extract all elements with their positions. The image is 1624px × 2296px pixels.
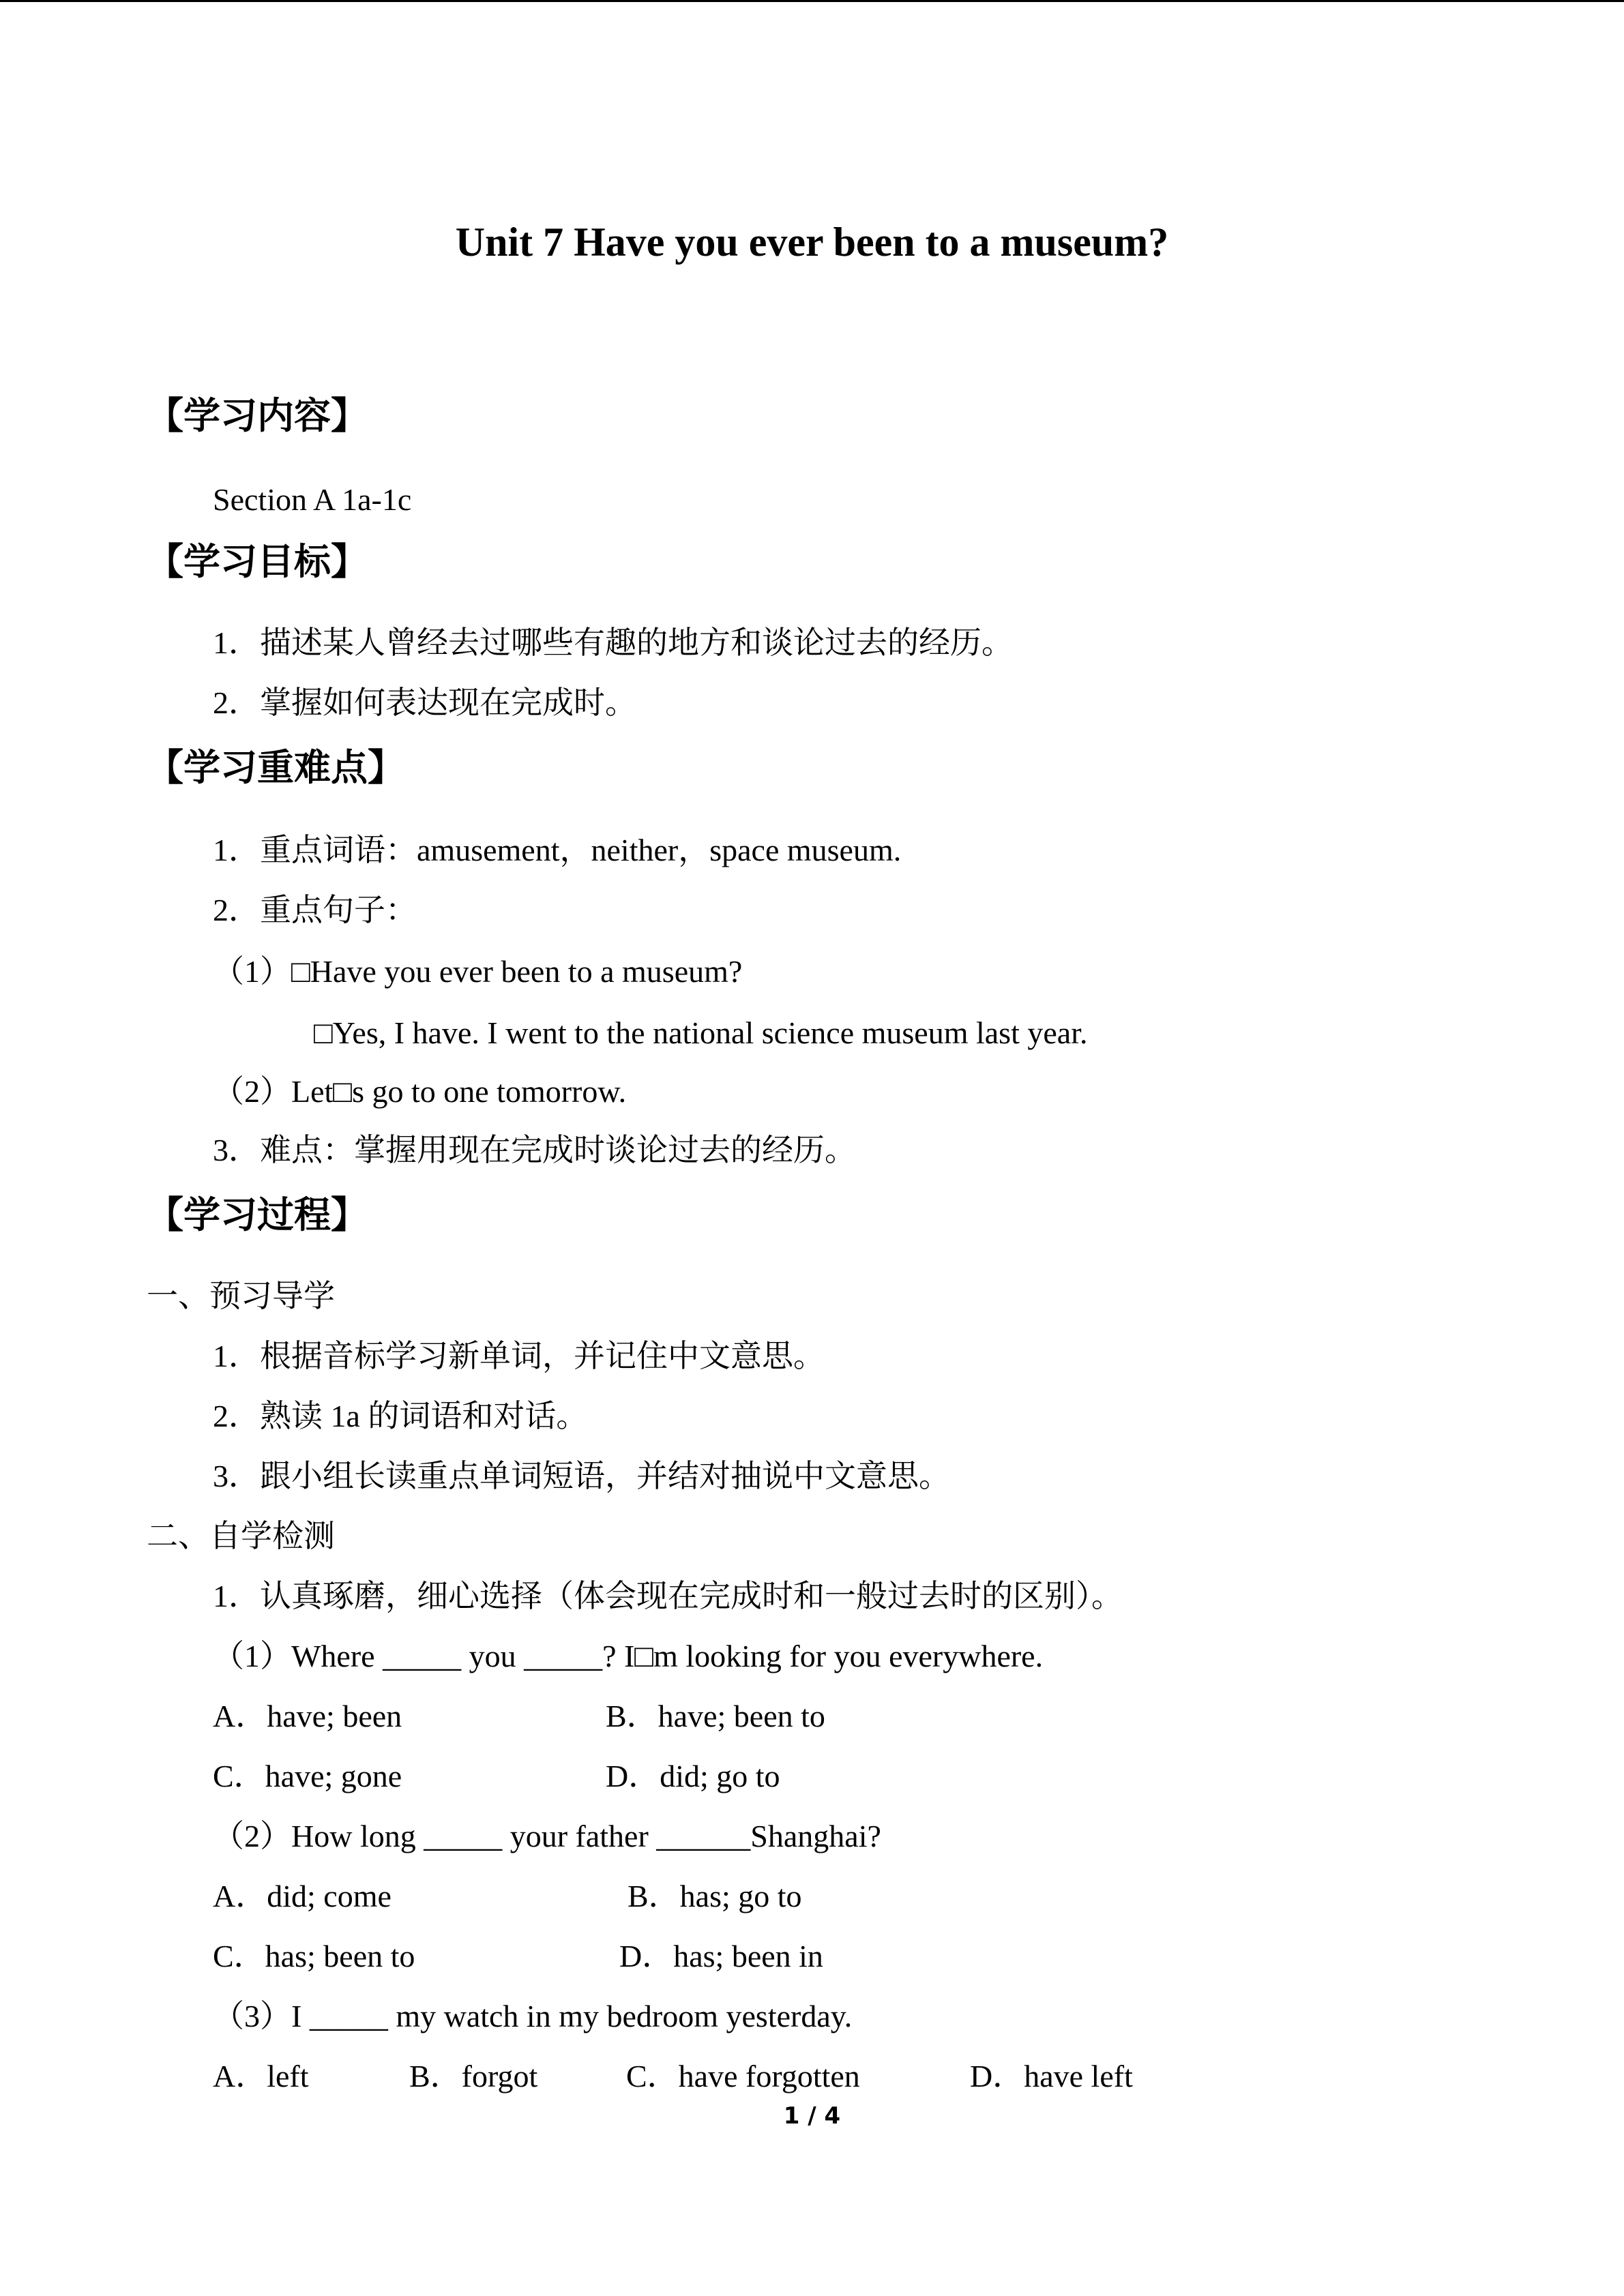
key-sentence-1-answer: □Yes, I have. I went to the national science museum last year. [314,1015,1088,1050]
question-3-option-a: A．left [213,2059,309,2093]
question-1-option-a: A．have; been [213,1699,402,1733]
part2-title: 二、自学检测 [147,1519,335,1553]
heading-learning-goals: 【学习目标】 [147,540,368,583]
part1-item-3: 3．跟小组长读重点单词短语，并结对抽说中文意思。 [213,1459,950,1493]
question-1-option-d: D．did; go to [606,1759,780,1793]
goal-item-1: 1．描述某人曾经去过哪些有趣的地方和谈论过去的经历。 [213,625,1013,660]
key-sentence-2: （2）Let□s go to one tomorrow. [213,1074,627,1109]
question-2-option-d: D．has; been in [619,1939,823,1973]
heading-learning-content: 【学习内容】 [147,394,368,437]
page-number: 1 / 4 [783,2102,841,2130]
goal-item-2: 2．掌握如何表达现在完成时。 [213,685,636,720]
question-2-option-b: B．has; go to [628,1879,802,1913]
question-1-stem: （1）Where _____ you _____? I□m looking for you everywhere. [213,1639,1044,1673]
question-1-option-c: C．have; gone [213,1759,402,1793]
question-2-option-c: C．has; been to [213,1939,415,1973]
key-points-words: 1．重点词语：amusement，neither，space museum. [213,833,902,867]
part1-item-2: 2．熟读 1a 的词语和对话。 [213,1399,588,1433]
heading-learning-process: 【学习过程】 [147,1193,368,1236]
question-3-stem: （3）I _____ my watch in my bedroom yesterday. [213,1999,853,2033]
document-title: Unit 7 Have you ever been to a museum? [455,220,1169,265]
question-3-option-b: B．forgot [409,2059,538,2093]
part1-item-1: 1．根据音标学习新单词，并记住中文意思。 [213,1339,825,1373]
heading-key-points: 【学习重难点】 [147,746,404,789]
key-points-sentences-label: 2．重点句子： [213,893,417,927]
question-3-option-d: D．have left [970,2059,1133,2093]
key-sentence-1-question: （1）□Have you ever been to a museum? [213,954,743,989]
key-points-difficulty: 3．难点：掌握用现在完成时谈论过去的经历。 [213,1133,856,1167]
question-2-stem: （2）How long _____ your father ______Shanghai? [213,1819,881,1853]
part1-title: 一、预习导学 [147,1279,335,1313]
question-2-option-a: A．did; come [213,1879,392,1913]
question-3-option-c: C．have forgotten [626,2059,860,2093]
part2-instruction: 1．认真琢磨，细心选择（体会现在完成时和一般过去时的区别）。 [213,1579,1123,1613]
question-1-option-b: B．have; been to [606,1699,825,1733]
learning-content-text: Section A 1a-1c [213,482,412,517]
